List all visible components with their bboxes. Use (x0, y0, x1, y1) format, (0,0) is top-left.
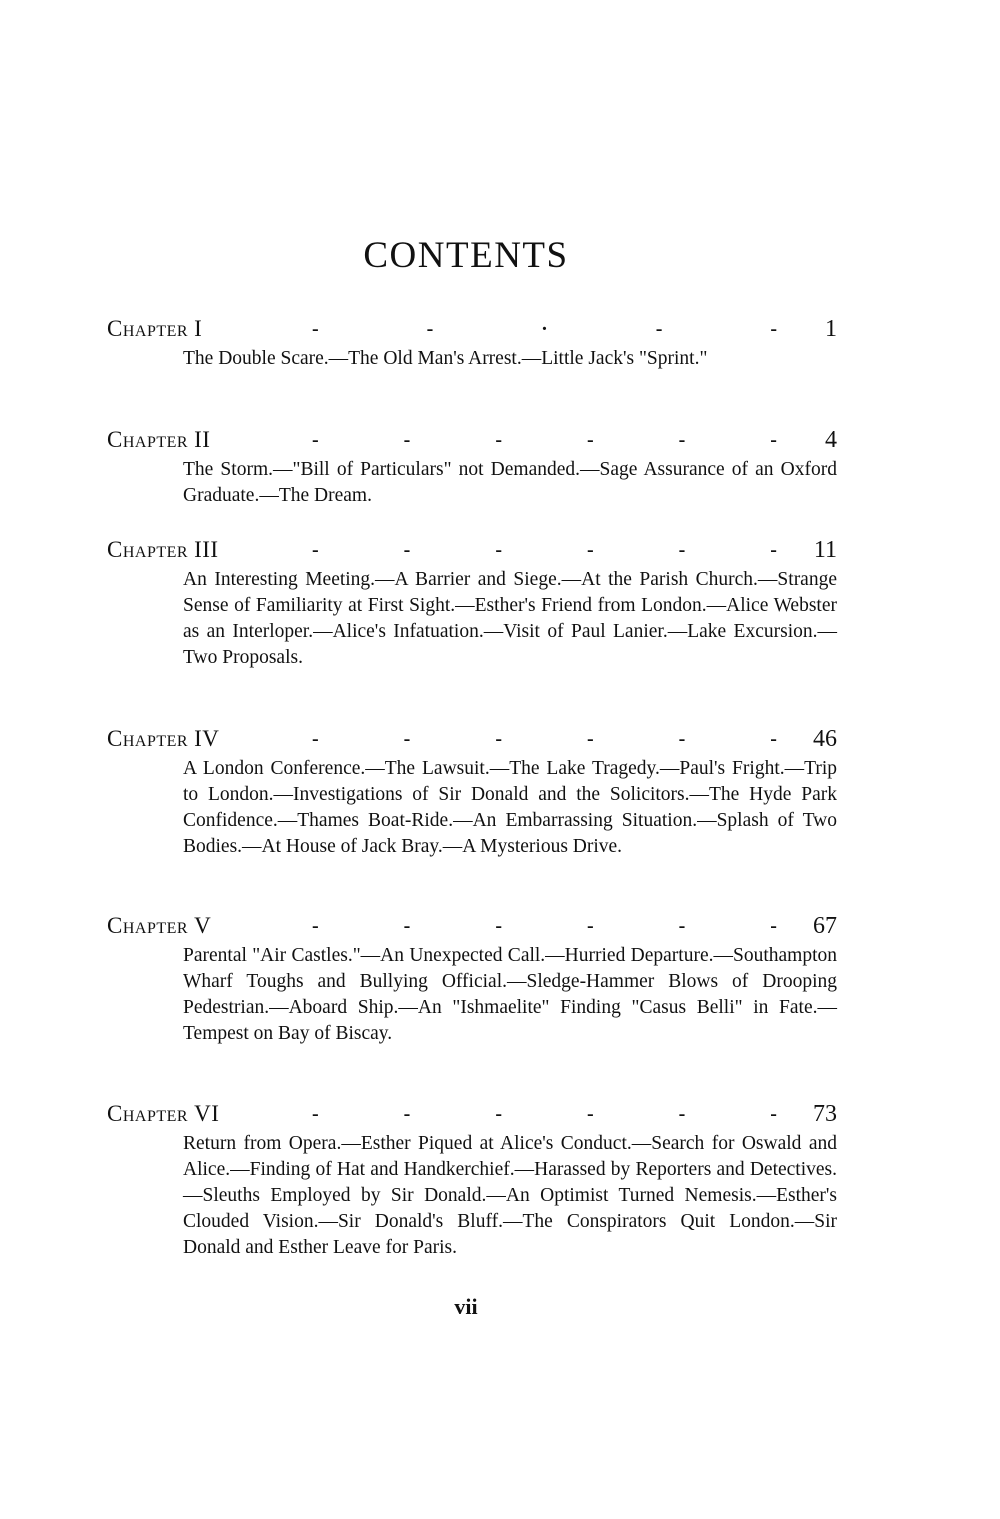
chapter-label (107, 314, 202, 344)
chapter-summary: Return from Opera.—Esther Piqued at Alice's Conduct.—Search for Oswald and Alice.—Finding of Hat and Handkerchief.—Harassed by Reporters and Detectives.—Sleuths Employed by Sir Donald.—An Optimist Turned Nemesis.—Esther's Clouded Vision.—Sir Donald's Bluff.—The Conspirators Quit London.—Sir Donald and Esther Leave for Paris. (183, 1133, 837, 1258)
chapter-numeral: III (194, 537, 219, 562)
chapter-word: Chapter (107, 537, 189, 562)
chapter-entry (107, 425, 837, 509)
chapter-numeral: V (194, 913, 212, 938)
chapter-heading (107, 535, 837, 565)
chapter-entry (107, 724, 837, 860)
chapter-heading (107, 425, 837, 455)
chapter-summary: The Double Scare.—The Old Man's Arrest.—Little Jack's "Sprint." (183, 348, 708, 369)
chapter-entry (107, 1099, 837, 1261)
dot-leader: - - - - - - (312, 539, 777, 561)
chapter-numeral: VI (194, 1101, 220, 1126)
chapter-label (107, 724, 219, 754)
chapter-heading (107, 911, 837, 941)
chapter-entry (107, 911, 837, 1047)
chapter-page-number: 11 (813, 537, 837, 563)
chapter-word: Chapter (107, 316, 189, 341)
chapter-summary: A London Conference.—The Lawsuit.—The Lake Tragedy.—Paul's Fright.—Trip to London.—Investigations of Sir Donald and the Solicitors.—The Hyde Park Confidence.—Thames Boat-Ride.—An Embarrassing Situation.—Splash of Two Bodies.—At House of Jack Bray.—A Mysterious Drive. (183, 758, 837, 857)
page-folio: vii (454, 1294, 478, 1319)
chapter-word: Chapter (107, 913, 189, 938)
chapter-summary: Parental "Air Castles."—An Unexpected Call.—Hurried Departure.—Southampton Wharf Toughs and Bullying Official.—Sledge-Hammer Blows of Drooping Pedestrian.—Aboard Ship.—An "Ishmaelite" Finding "Casus Belli" in Fate.—Tempest on Bay of Biscay. (183, 945, 837, 1044)
chapter-label (107, 425, 210, 455)
page-title: CONTENTS (363, 235, 569, 276)
chapter-numeral: II (194, 427, 211, 452)
dot-leader: - - - - - - (312, 1103, 777, 1125)
chapter-word: Chapter (107, 1101, 189, 1126)
chapter-page-number: 46 (813, 726, 837, 752)
chapter-summary: An Interesting Meeting.—A Barrier and Siege.—At the Parish Church.—Strange Sense of Familiarity at First Sight.—Esther's Friend from London.—Alice Webster as an Interloper.—Alice's Infatuation.—Visit of Paul Lanier.—Lake Excursion.—Two Proposals. (183, 569, 837, 668)
chapter-word: Chapter (107, 427, 189, 452)
chapter-summary: The Storm.—"Bill of Particulars" not Demanded.—Sage Assurance of an Oxford Graduate.—The Dream. (183, 459, 837, 506)
dot-leader: - - · - - (312, 318, 777, 340)
chapter-label (107, 1099, 219, 1129)
chapter-numeral: IV (194, 726, 220, 751)
chapter-page-number: 67 (813, 913, 837, 939)
chapter-page-number: 4 (825, 427, 837, 453)
chapter-page-number: 1 (825, 316, 837, 342)
dot-leader: - - - - - - (312, 728, 777, 750)
chapter-label (107, 911, 211, 941)
chapter-heading (107, 314, 837, 344)
chapter-entry (107, 314, 837, 372)
chapter-numeral: I (194, 316, 203, 341)
chapter-word: Chapter (107, 726, 189, 751)
chapter-heading (107, 1099, 837, 1129)
chapter-page-number: 73 (813, 1101, 837, 1127)
chapter-label (107, 535, 219, 565)
chapter-heading (107, 724, 837, 754)
dot-leader: - - - - - - (312, 429, 777, 451)
chapter-entry (107, 535, 837, 671)
dot-leader: - - - - - - (312, 915, 777, 937)
